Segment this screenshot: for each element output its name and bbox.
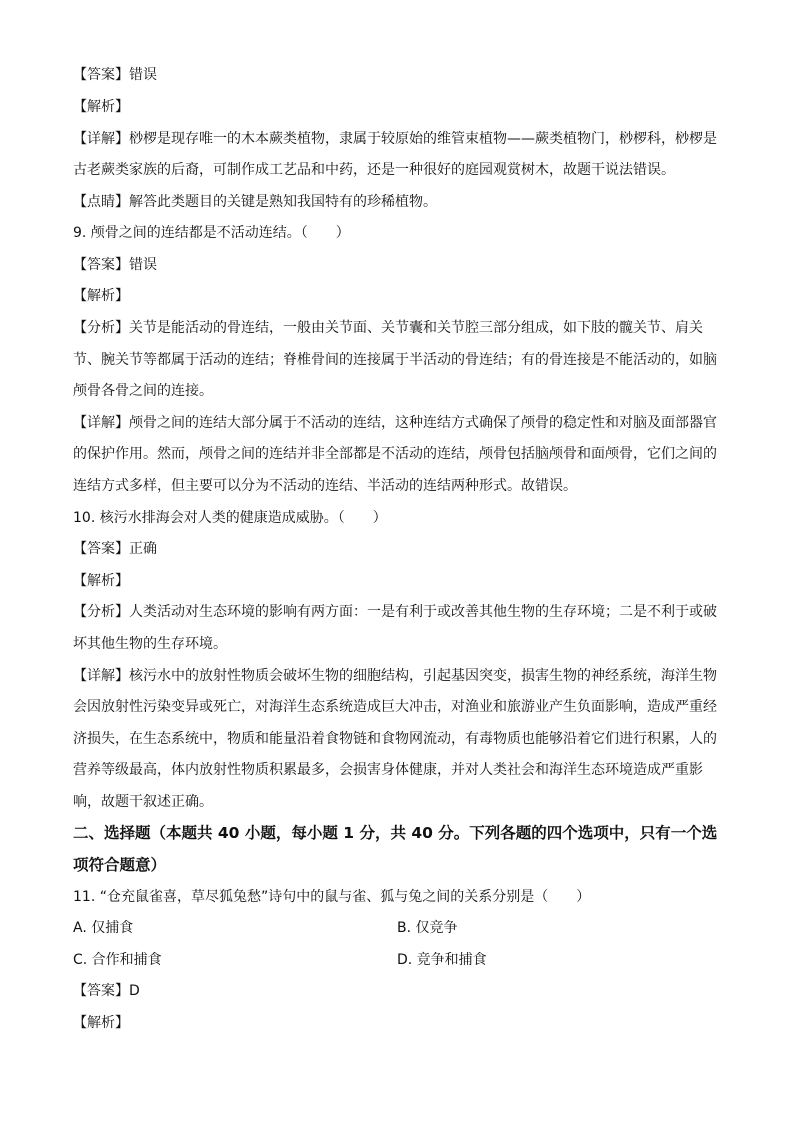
q10-detail-line-3: 济损失，在生态系统中，物质和能量沿着食物链和食物网流动，有毒物质也能够沿着它们进行积累，人的 [73,731,717,747]
q11-option-a: A. 仅捕食 [73,920,134,936]
q10-detail-line-5: 响，故题干叙述正确。 [73,794,213,810]
q11-analysis-label: 【解析】 [73,1015,129,1031]
q10-fenxi-line-1: 【分析】人类活动对生态环境的影响有两方面：一是有利于或改善其他生物的生存环境；二是不利于或破 [73,604,717,620]
q10-analysis-label: 【解析】 [73,573,129,589]
q10-question: 10. 核污水排海会对人类的健康造成威胁。（ ） [73,510,387,526]
q9-analysis-label: 【解析】 [73,288,129,304]
q10-detail-line-2: 会因放射性污染变异或死亡，对海洋生态系统造成巨大冲击，对渔业和旅游业产生负面影响，造成严重经 [73,699,717,715]
section-heading-line-1: 二、选择题（本题共 40 小题，每小题 1 分，共 40 分。下列各题的四个选项中，只有一个选 [73,824,718,842]
q9-detail-line-3: 连结方式多样，但主要可以分为不活动的连结、半活动的连结两种形式。故错误。 [73,478,577,494]
q11-question: 11. “仓充鼠雀喜，草尽狐兔愁”诗句中的鼠与雀、狐与兔之间的关系分别是（ ） [73,889,591,905]
q11-option-c: C. 合作和捕食 [73,952,162,968]
q8-tip: 【点睛】解答此类题目的关键是熟知我国特有的珍稀植物。 [73,194,437,210]
q9-fenxi-line-1: 【分析】关节是能活动的骨连结，一般由关节面、关节囊和关节腔三部分组成，如下肢的髋关节、肩关 [73,320,703,336]
q9-detail-line-2: 的保护作用。然而，颅骨之间的连结并非全部都是不活动的连结，颅骨包括脑颅骨和面颅骨，它们之间的 [73,446,717,462]
q11-answer: 【答案】D [73,983,140,999]
q10-fenxi-line-2: 坏其他生物的生存环境。 [73,636,227,652]
q9-fenxi-line-2: 节、腕关节等都属于活动的连结；脊椎骨间的连接属于半活动的骨连结；有的骨连接是不能活动的，如脑 [73,352,717,368]
q8-detail-line-2: 古老蕨类家族的后裔，可制作成工艺品和中药，还是一种很好的庭园观赏树木，故题干说法错误。 [73,162,675,178]
q9-fenxi-line-3: 颅骨各骨之间的连接。 [73,383,213,399]
q9-answer: 【答案】错误 [73,257,157,273]
q11-option-b: B. 仅竞争 [397,920,458,936]
q11-option-d: D. 竞争和捕食 [397,952,487,968]
section-heading-line-2: 项符合题意） [73,856,167,874]
q10-detail-line-1: 【详解】核污水中的放射性物质会破坏生物的细胞结构，引起基因突变，损害生物的神经系统，海洋生物 [73,668,717,684]
q10-answer: 【答案】正确 [73,541,157,557]
q8-answer: 【答案】错误 [73,67,157,83]
q10-detail-line-4: 营养等级最高，体内放射性物质积累最多，会损害身体健康，并对人类社会和海洋生态环境造成严重影 [73,762,703,778]
q9-detail-line-1: 【详解】颅骨之间的连结大部分属于不活动的连结，这种连结方式确保了颅骨的稳定性和对脑及面部器官 [73,415,717,431]
q9-question: 9. 颅骨之间的连结都是不活动连结。（ ） [73,225,350,241]
q8-detail-line-1: 【详解】桫椤是现存唯一的木本蕨类植物，隶属于较原始的维管束植物——蕨类植物门，桫椤科，桫椤是 [73,131,717,147]
q8-analysis-label: 【解析】 [73,99,129,115]
